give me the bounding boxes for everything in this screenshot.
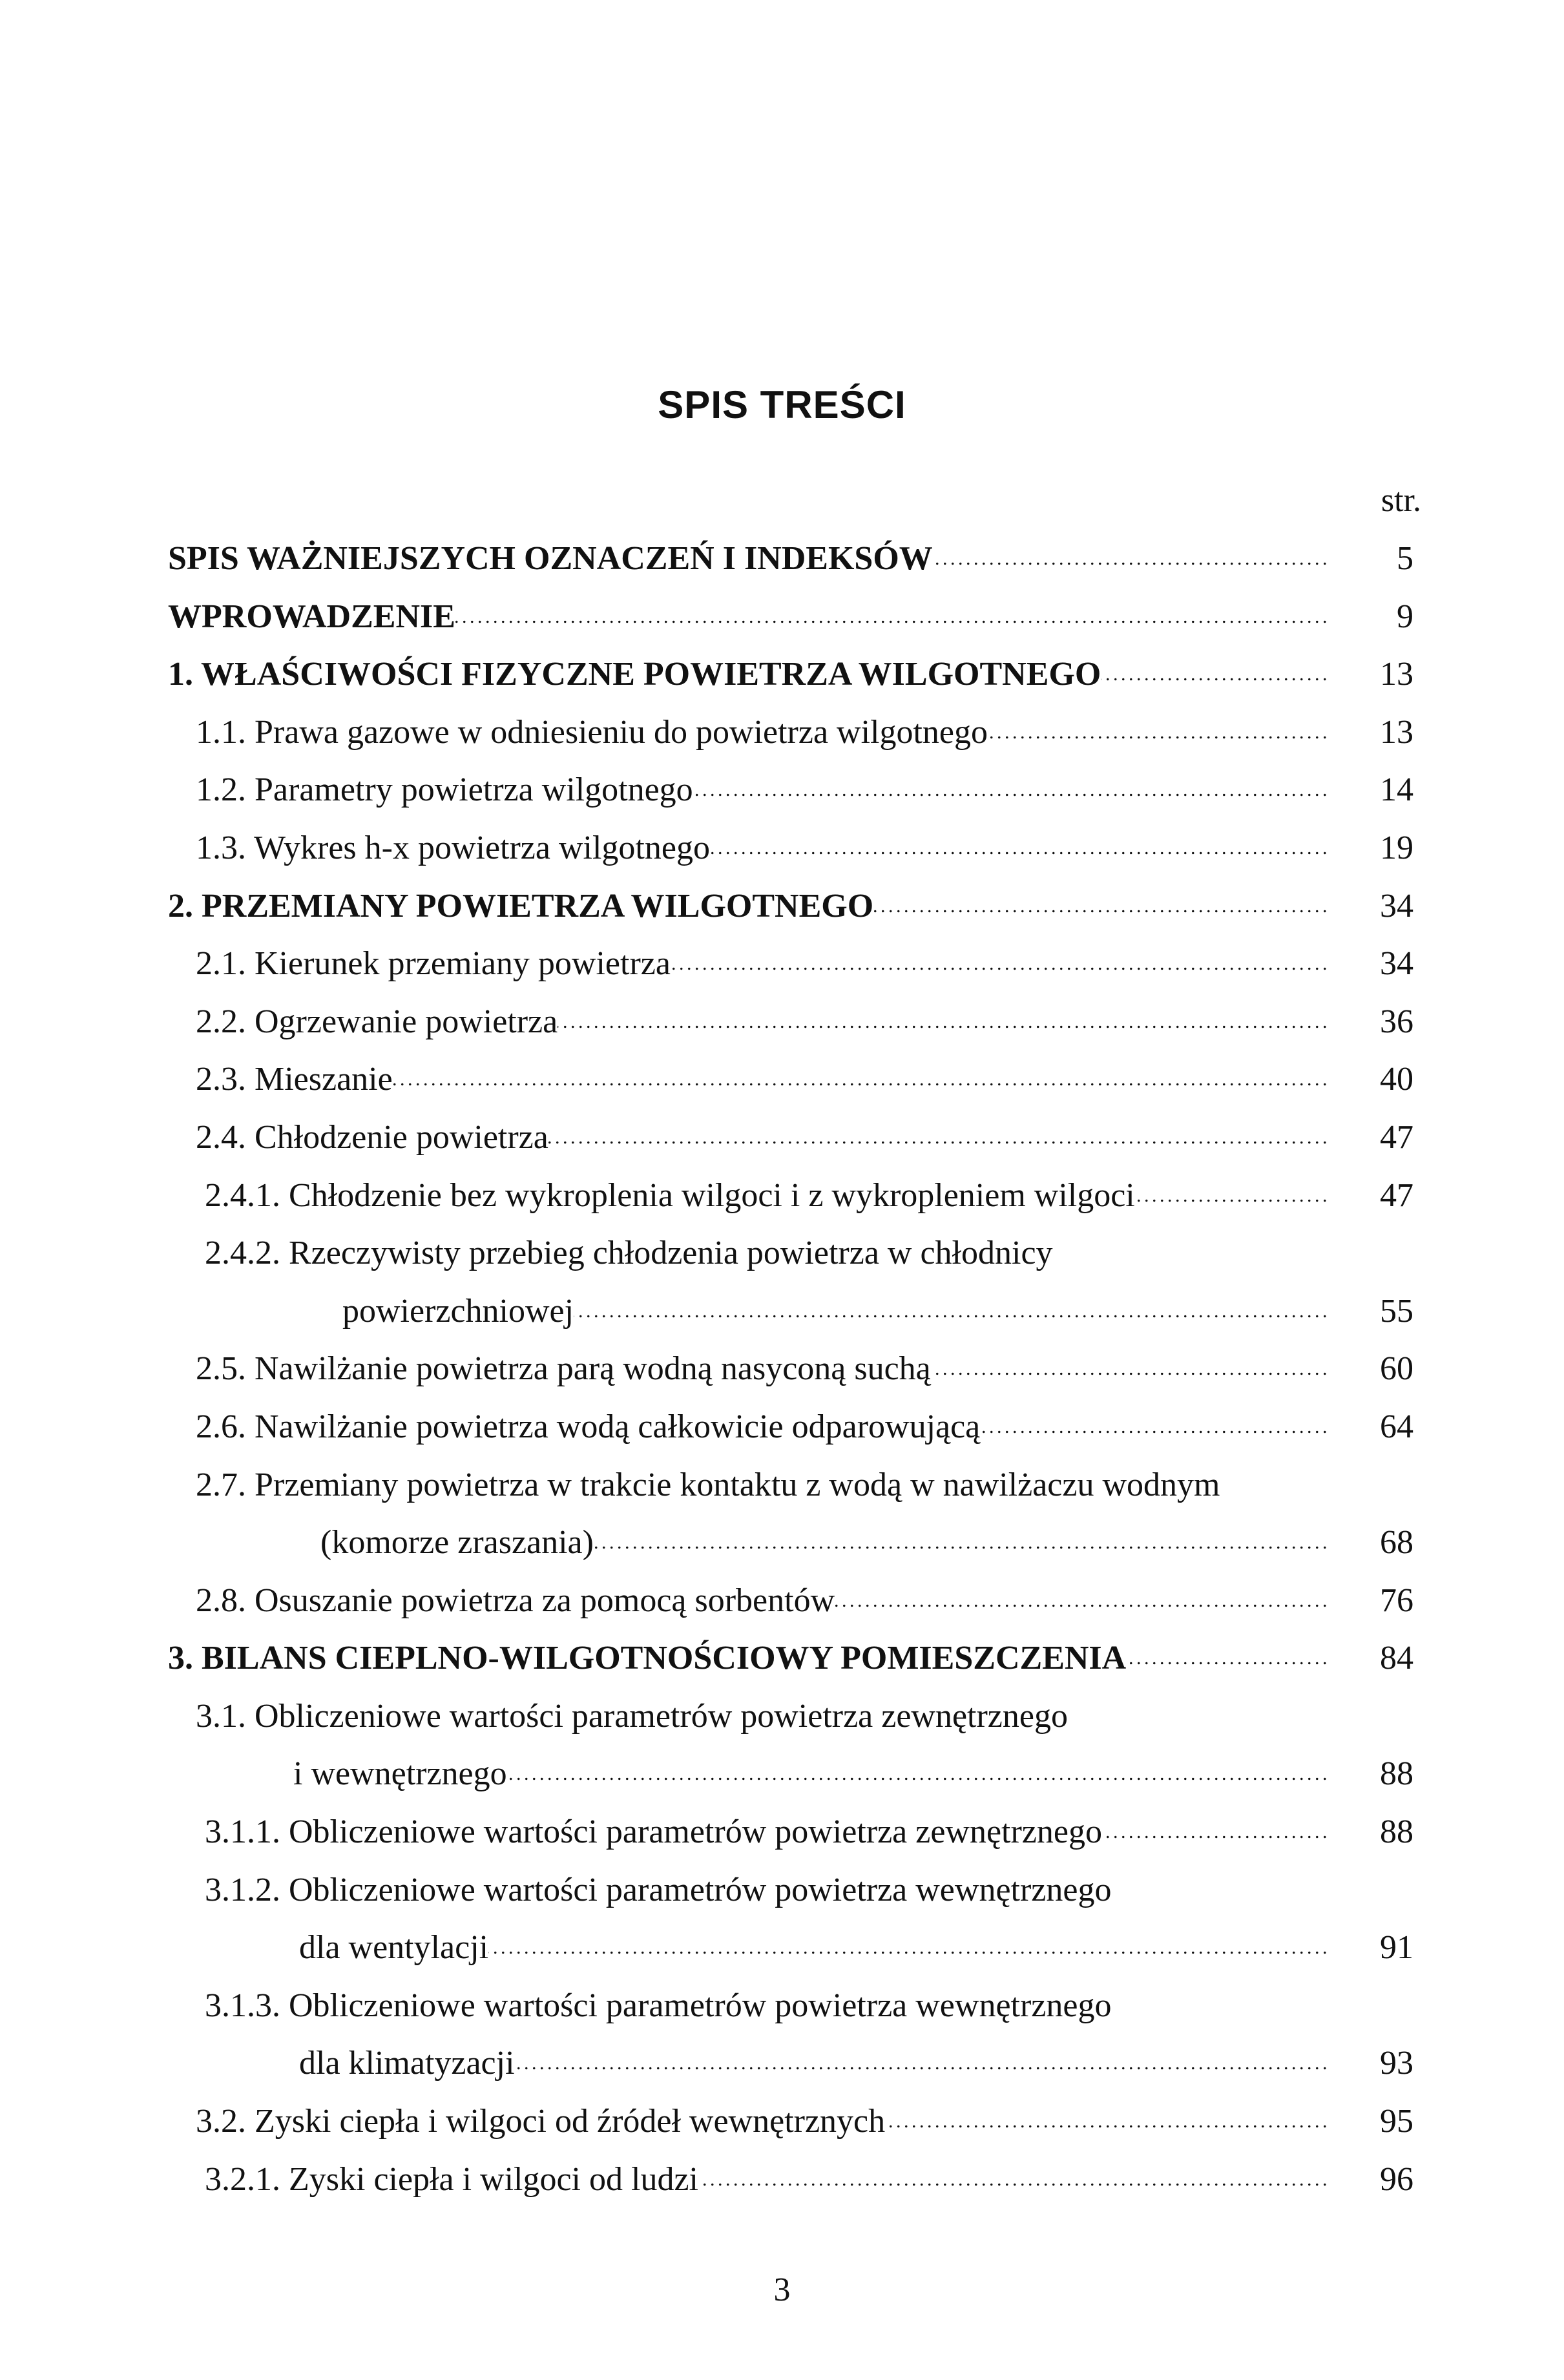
toc-entry-page: 95 <box>1380 2103 1413 2140</box>
toc-entry-page: 55 <box>1380 1292 1413 1330</box>
toc-entry-page: 88 <box>1380 1755 1413 1793</box>
toc-entry <box>168 1224 1413 1282</box>
dot-leader <box>1102 1803 1326 1861</box>
toc-entry <box>168 2151 1413 2209</box>
toc-entry-page: 14 <box>1380 771 1413 809</box>
toc-entry <box>168 2034 1413 2093</box>
dot-leader <box>710 819 1326 877</box>
toc-entry <box>168 1572 1413 1630</box>
toc-entry-page: 47 <box>1380 1176 1413 1214</box>
toc-entry <box>168 530 1413 588</box>
toc-entry-title: 2.4. Chłodzenie powietrza <box>196 1118 548 1156</box>
toc-entry-title: 3.2. Zyski ciepła i wilgoci od źródeł wewnętrznych <box>196 2103 886 2140</box>
toc-entry-title: 3.1.2. Obliczeniowe wartości parametrów powietrza wewnętrznego <box>205 1871 1112 1908</box>
toc-entry-page: 68 <box>1380 1524 1413 1561</box>
toc-entry <box>168 1340 1413 1398</box>
toc-entry <box>168 1456 1413 1514</box>
toc-entry-title: 2.5. Nawilżanie powietrza parą wodną nasyconą suchą <box>196 1350 931 1388</box>
toc-entry-title: 3.1.1. Obliczeniowe wartości parametrów powietrza zewnętrznego <box>205 1813 1102 1851</box>
dot-leader <box>980 1398 1326 1456</box>
dot-leader <box>988 704 1326 762</box>
toc-entry-page: 13 <box>1380 656 1413 693</box>
toc-entry-page: 84 <box>1380 1640 1413 1677</box>
toc-entry-page: 60 <box>1380 1350 1413 1388</box>
dot-leader <box>455 588 1326 646</box>
dot-leader <box>488 1919 1326 1977</box>
toc-entry-title: dla klimatyzacji <box>299 2045 515 2082</box>
toc-entry-title: 1. WŁAŚCIWOŚCI FIZYCZNE POWIETRZA WILGOTNEGO <box>168 656 1101 693</box>
dot-leader <box>698 2151 1326 2209</box>
page-number: 3 <box>773 2271 791 2308</box>
toc-entry-title: 1.2. Parametry powietrza wilgotnego <box>196 771 693 809</box>
dot-leader <box>835 1572 1326 1630</box>
dot-leader <box>515 2034 1326 2093</box>
dot-leader <box>873 877 1326 935</box>
table-of-contents <box>168 530 1413 2208</box>
dot-leader <box>1101 645 1326 704</box>
toc-entry-title: 2.4.2. Rzeczywisty przebieg chłodzenia powietrza w chłodnicy <box>205 1235 1053 1272</box>
toc-entry-title: 3. BILANS CIEPLNO-WILGOTNOŚCIOWY POMIESZCZENIA <box>168 1640 1127 1677</box>
toc-entry-title: 3.2.1. Zyski ciepła i wilgoci od ludzi <box>205 2160 698 2198</box>
toc-entry <box>168 1745 1413 1803</box>
dot-leader <box>671 935 1326 993</box>
toc-entry-page: 9 <box>1397 598 1413 635</box>
dot-leader <box>393 1050 1326 1109</box>
toc-entry-title: 2. PRZEMIANY POWIETRZA WILGOTNEGO <box>168 887 874 924</box>
toc-entry-page: 19 <box>1380 829 1413 866</box>
toc-entry <box>168 1109 1413 1167</box>
toc-entry-title: dla wentylacji <box>299 1929 489 1967</box>
toc-entry <box>168 704 1413 762</box>
toc-entry <box>168 1861 1413 1919</box>
toc-entry-title: WPROWADZENIE <box>168 598 455 635</box>
toc-entry-page: 36 <box>1380 1003 1413 1040</box>
toc-entry <box>168 993 1413 1051</box>
dot-leader <box>1135 1167 1326 1225</box>
page-column-label: str. <box>1381 482 1421 519</box>
toc-entry-page: 93 <box>1380 2045 1413 2082</box>
toc-entry-page: 96 <box>1380 2160 1413 2198</box>
toc-entry-page: 47 <box>1380 1118 1413 1156</box>
dot-leader <box>574 1282 1326 1341</box>
toc-entry-title: i wewnętrznego <box>293 1755 507 1793</box>
toc-entry-page: 88 <box>1380 1813 1413 1851</box>
dot-leader <box>885 2093 1326 2151</box>
toc-entry-page: 5 <box>1397 540 1413 577</box>
toc-entry <box>168 1803 1413 1861</box>
dot-leader <box>933 530 1326 588</box>
toc-entry-title: 2.8. Osuszanie powietrza za pomocą sorbentów <box>196 1581 835 1619</box>
toc-entry <box>168 877 1413 935</box>
toc-entry-title: 2.1. Kierunek przemiany powietrza <box>196 945 671 983</box>
dot-leader <box>558 993 1326 1051</box>
toc-entry <box>168 1919 1413 1977</box>
toc-entry-page: 76 <box>1380 1581 1413 1619</box>
toc-entry-page: 40 <box>1380 1061 1413 1098</box>
toc-entry-page: 34 <box>1380 887 1413 924</box>
toc-entry-page: 91 <box>1380 1929 1413 1967</box>
toc-entry-title: 2.4.1. Chłodzenie bez wykroplenia wilgoci i z wykropleniem wilgoci <box>205 1176 1135 1214</box>
toc-entry-title: 2.2. Ogrzewanie powietrza <box>196 1003 558 1040</box>
toc-entry <box>168 1050 1413 1109</box>
toc-entry-title: powierzchniowej <box>342 1292 574 1330</box>
toc-entry-title: 2.6. Nawilżanie powietrza wodą całkowicie odparowującą <box>196 1408 981 1445</box>
toc-entry <box>168 1282 1413 1341</box>
toc-entry <box>168 1167 1413 1225</box>
toc-entry <box>168 588 1413 646</box>
toc-entry <box>168 2093 1413 2151</box>
toc-entry-page: 64 <box>1380 1408 1413 1445</box>
dot-leader <box>594 1514 1326 1572</box>
toc-entry-title: 3.1.3. Obliczeniowe wartości parametrów powietrza wewnętrznego <box>205 1987 1112 2024</box>
toc-entry-title: 2.7. Przemiany powietrza w trakcie kontaktu z wodą w nawilżaczu wodnym <box>196 1466 1220 1503</box>
toc-entry <box>168 1629 1413 1687</box>
toc-entry <box>168 1398 1413 1456</box>
toc-entry <box>168 819 1413 877</box>
toc-entry <box>168 1977 1413 2035</box>
toc-entry <box>168 1514 1413 1572</box>
dot-leader <box>507 1745 1326 1803</box>
page-title: SPIS TREŚCI <box>658 383 906 426</box>
toc-entry <box>168 1687 1413 1746</box>
toc-entry-title: 3.1. Obliczeniowe wartości parametrów powietrza zewnętrznego <box>196 1697 1068 1735</box>
dot-leader <box>548 1109 1326 1167</box>
toc-entry <box>168 761 1413 819</box>
dot-leader <box>931 1340 1326 1398</box>
toc-entry-title: (komorze zraszania) <box>320 1524 594 1561</box>
toc-entry-page: 13 <box>1380 713 1413 751</box>
toc-entry <box>168 645 1413 704</box>
dot-leader <box>693 761 1326 819</box>
toc-entry-page: 34 <box>1380 945 1413 983</box>
toc-entry-title: 2.3. Mieszanie <box>196 1061 393 1098</box>
toc-entry-title: SPIS WAŻNIEJSZYCH OZNACZEŃ I INDEKSÓW <box>168 540 933 577</box>
toc-entry-title: 1.3. Wykres h-x powietrza wilgotnego <box>196 829 710 866</box>
toc-entry-title: 1.1. Prawa gazowe w odniesieniu do powietrza wilgotnego <box>196 713 988 751</box>
dot-leader <box>1126 1629 1326 1687</box>
toc-entry <box>168 935 1413 993</box>
